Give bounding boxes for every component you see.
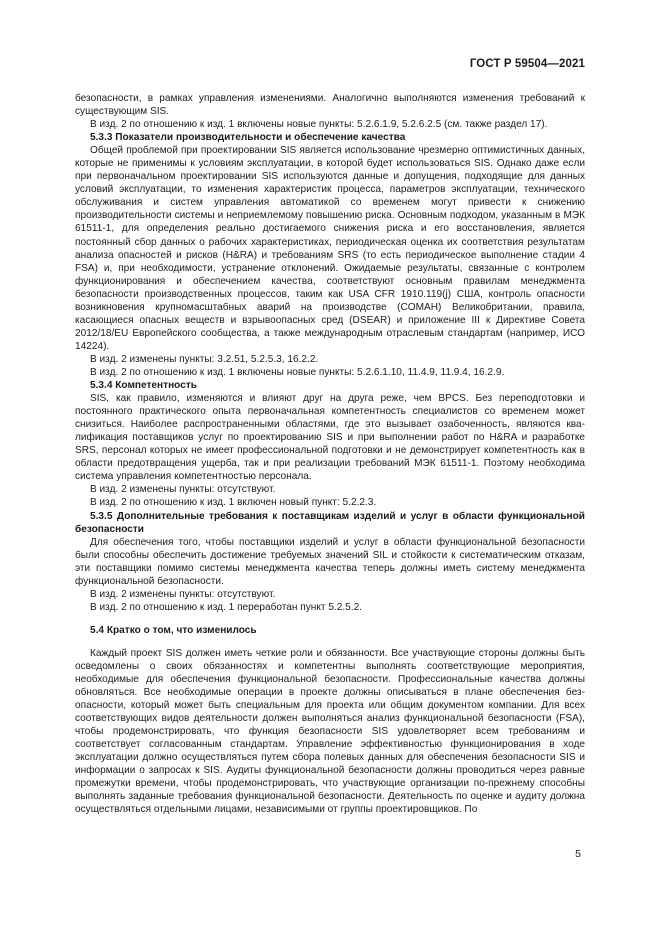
paragraph: В изд. 2 изменены пункты: 3.2.51, 5.2.5.3, 16.2.2. [90,353,319,365]
section-heading: 5.4 Кратко о том, что изменилось [90,624,257,636]
section-heading: 5.3.3 Показатели производительности и обеспечение качества [90,132,406,144]
paragraph: Для обеспечения того, чтобы поставщики изделий и услуг в области функциональной безопасности были способны обеспечить достижение требуемых значений SIL и стойкости к систематическим отказам, эти поставщики помимо системы менеджмента качества теперь должны иметь систему менеджмента функциональной безопасности. [75,536,585,587]
paragraph: SIS, как правило, изменяются и влияют друг на друга реже, чем BPCS. Без переподготовки и постоянного практического опыта первоначальная компетентность специалистов со временем может снизиться. Наиболее распространенными областями, где это вызывает озабоченность, являются квалификация поставщиков услуг по проектированию SIS и при выполнении работ по H&RA и разработке SRS, персонал которых не имеет профессиональной подготовки и не демонстрирует компетентность как в области предотвращения ущерба, так и при реализации требований МЭК 61511-1. Поэтому необходима система управления компетентностью персонала. [75,393,585,483]
paragraph: В изд. 2 по отношению к изд. 1 включены новые пункты: 5.2.6.1.10, 11.4.9, 11.9.4, 16.2.9. [90,366,505,378]
paragraph: В изд. 2 по отношению к изд. 1 переработан пункт 5.2.5.2. [90,601,362,613]
paragraph: В изд. 2 изменены пункты: отсутствуют. [90,588,276,600]
paragraph: В изд. 2 изменены пункты: отсутствуют. [90,484,276,496]
paragraph: Каждый проект SIS должен иметь четкие роли и обязанности. Все участвующие стороны должны быть осведомлены о своих обязанностях и компетентны выполнять соответствующие мероприятия, необходимые для обеспечения функциональной безопасности. Профессиональные качества должны обновляться. Все необходимые операции в проекте должны описываться в плане обеспечения безопасности, который может быть специальным для проекта или общим документом компании. Для всех соответствующих видов деятельности должен выполняться анализ функциональной безопасности (FSA), чтобы продемонстрировать, что функция безопасности SIS удовлетворяет всем требованиям и соответствует согласованным стандартам. Управление эффективностью функционирования в ходе эксплуатации должно осуществляться путем сбора полевых данных для обеспечения безопасности SIS и информации о запросах к SIS. Аудиты функциональной безопасности должны проводиться через равные промежутки времени, чтобы продемонстрировать, что участвующие организации по-прежнему способны выполнять заданные требования функциональной безопасности. Деятельность по оценке и аудиту должна осуществляться отдельными лицами, независимыми от группы проектировщиков. По [75,647,585,816]
section-heading: 5.3.4 Компетентность [90,380,197,392]
body-text [75,92,585,817]
section-heading: 5.3.5 Дополнительные требования к поставщикам изделий и услуг в области функциональной безопасности [75,510,585,535]
paragraph: В изд. 2 по отношению к изд. 1 включен новый пункт: 5.2.2.3. [90,497,377,509]
standard-designation: ГОСТ Р 59504—2021 [469,58,585,70]
paragraph: В изд. 2 по отношению к изд. 1 включены новые пункты: 5.2.6.1.9, 5.2.6.2.5 (см. также раздел 17). [90,119,548,131]
paragraph: безопасности, в рамках управления изменениями. Аналогично выполняются изменения требований к существующим SIS. [75,93,585,118]
paragraph: Общей проблемой при проектировании SIS является использование чрезмерно оптимистичных данных, которые не применимы к условиям эксплуатации, в которой будет использоваться SIS. Однако даже если при первоначальном проектировании SIS используются данные и допущения, подходящие для данных условий эксплуатации, то изменения характеристик процесса, параметров эксплуатации, технического обслуживания и систем управления автоматикой со временем могут привести к снижению производительности системы и неприемлемому повышению риска. Основным подходом, указанным в МЭК 61511-1, для определения реально достигаемого снижения риска и его восстановления, является постоянный сбор данных о рабочих характеристиках, периодическая оценка их соответствия результатам анализа опасностей и рисков (H&RA) и требованиям SRS (то есть периодическое выполнение стадии 4 FSA) и, при необходимости, устранение отклонений. Ожидаемые результаты, связанные с контролем функционирования и обеспечением качества, соответствуют основным правилам менеджмента безопасности производственных процессов, таким как USA CFR 1910.119(j) США, контроль опасности возникновения крупномасштабных аварий на производстве (COMAH) Великобритании, правила, касающиеся опасных веществ и взрывоопасных сред (DSEAR) и приложение III к Директиве Совета 2012/18/EU Европейского сообщества, а также международным отраслевым стандартам (например, ИСО 14224). [75,145,585,352]
page-number: 5 [575,848,581,860]
